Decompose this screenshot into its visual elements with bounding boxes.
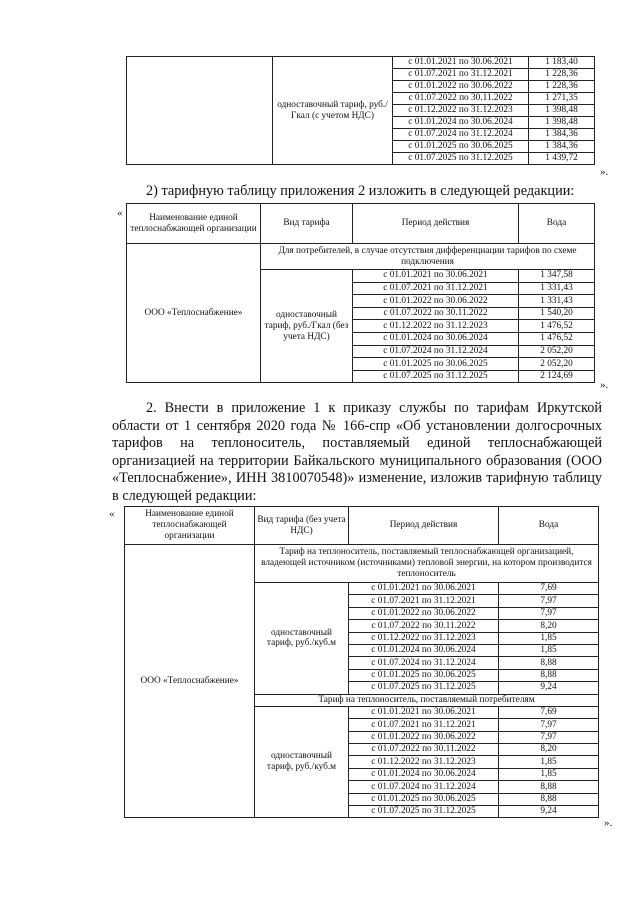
t3-kind-cell-1: одноставочный тариф, руб./куб.м (255, 583, 349, 695)
t3-value: 7,97 (499, 595, 599, 607)
paragraph-amendment: 2. Внести в приложение 1 к приказу службы по тарифам Иркутской области от 1 сентября 2020 года № 166-спр «Об установлении долгосрочных тарифов на теплоноситель, поставляемый единой теплоснабжающей организацией на территории Байкальского муниципального образования (ООО «Теплоснабжение», ИНН 3810070548)» изменение, изложив тарифную таблицу в следующей редакции: (112, 400, 602, 504)
t3-period: с 01.01.2022 по 30.06.2022 (349, 607, 499, 619)
t2-header-water: Вода (519, 204, 595, 244)
t3-value: 8,88 (499, 669, 599, 681)
t3-value: 8,88 (499, 657, 599, 669)
t2-value: 2 052,20 (519, 345, 595, 358)
t1-value: 1 228,36 (529, 81, 595, 93)
t3-value: 7,97 (499, 607, 599, 619)
tariff-table-1 (126, 56, 595, 165)
t3-period: с 01.07.2024 по 31.12.2024 (349, 657, 499, 669)
t3-value: 8,20 (499, 620, 599, 632)
t3-period: с 01.07.2021 по 31.12.2021 (349, 719, 499, 731)
t3-value: 9,24 (499, 806, 599, 818)
t2-subheader: Для потребителей, в случае отсутствия дифференциации тарифов по схеме подключения (261, 244, 595, 270)
t3-period: с 01.01.2025 по 30.06.2025 (349, 669, 499, 681)
t3-period: с 01.01.2024 по 30.06.2024 (349, 768, 499, 780)
tariff-table-3 (124, 506, 599, 818)
t1-period: с 01.07.2021 по 31.12.2021 (393, 69, 529, 81)
t3-period: с 01.07.2021 по 31.12.2021 (349, 595, 499, 607)
t1-period: с 01.01.2021 по 30.06.2021 (393, 57, 529, 69)
t2-value: 1 476,52 (519, 320, 595, 333)
t3-header-period: Период действия (349, 507, 499, 545)
t3-period: с 01.01.2021 по 30.06.2021 (349, 583, 499, 595)
t3-period: с 01.07.2022 по 30.11.2022 (349, 620, 499, 632)
t2-value: 2 052,20 (519, 358, 595, 371)
t2-value: 1 347,58 (519, 270, 595, 283)
t3-value: 1,85 (499, 756, 599, 768)
t2-value: 1 540,20 (519, 307, 595, 320)
t2-value: 1 331,43 (519, 282, 595, 295)
t1-period: с 01.07.2024 по 31.12.2024 (393, 129, 529, 141)
t1-value: 1 398,48 (529, 117, 595, 129)
t3-value: 1,85 (499, 768, 599, 780)
t3-header-kind: Вид тарифа (без учета НДС) (255, 507, 349, 545)
t1-value: 1 384,36 (529, 141, 595, 153)
t3-value: 8,88 (499, 793, 599, 805)
t2-header-period: Период действия (353, 204, 519, 244)
t3-header-water: Вода (499, 507, 599, 545)
t3-period: с 01.01.2024 по 30.06.2024 (349, 644, 499, 656)
t3-open-quote: « (109, 508, 115, 520)
t2-open-quote: « (117, 207, 123, 219)
t2-close-quote: ». (600, 379, 609, 391)
t2-period: с 01.01.2021 по 30.06.2021 (353, 270, 519, 283)
tariff-table-2 (126, 203, 595, 383)
t2-period: с 01.07.2024 по 31.12.2024 (353, 345, 519, 358)
t1-org-cell (127, 57, 273, 165)
t1-value: 1 398,48 (529, 105, 595, 117)
t3-period: с 01.01.2021 по 30.06.2021 (349, 706, 499, 718)
t3-value: 1,85 (499, 632, 599, 644)
t2-value: 1 331,43 (519, 295, 595, 308)
t3-period: с 01.12.2022 по 31.12.2023 (349, 756, 499, 768)
t2-period: с 01.07.2022 по 30.11.2022 (353, 307, 519, 320)
t2-period: с 01.07.2021 по 31.12.2021 (353, 282, 519, 295)
t2-period: с 01.01.2022 по 30.06.2022 (353, 295, 519, 308)
t1-period: с 01.01.2024 по 30.06.2024 (393, 117, 529, 129)
t3-org-cell: ООО «Теплоснабжение» (125, 545, 255, 818)
t3-value: 7,97 (499, 719, 599, 731)
t3-value: 7,69 (499, 706, 599, 718)
t2-period: с 01.12.2022 по 31.12.2023 (353, 320, 519, 333)
t3-period: с 01.01.2022 по 30.06.2022 (349, 731, 499, 743)
t2-period: с 01.01.2024 по 30.06.2024 (353, 332, 519, 345)
t3-period: с 01.07.2024 по 31.12.2024 (349, 781, 499, 793)
t2-period: с 01.01.2025 по 30.06.2025 (353, 358, 519, 371)
t2-header-kind: Вид тарифа (261, 204, 353, 244)
t3-value: 9,24 (499, 682, 599, 694)
t3-header-org: Наименование единой теплоснабжающей организации (125, 507, 255, 545)
t3-value: 8,20 (499, 744, 599, 756)
t3-close-quote: ». (604, 817, 613, 829)
t1-value: 1 384,36 (529, 129, 595, 141)
t1-period: с 01.07.2022 по 30.11.2022 (393, 93, 529, 105)
t3-period: с 01.07.2025 по 31.12.2025 (349, 682, 499, 694)
t2-value: 2 124,69 (519, 370, 595, 383)
t3-period: с 01.07.2025 по 31.12.2025 (349, 806, 499, 818)
t2-org-cell: ООО «Теплоснабжение» (127, 244, 261, 383)
t3-value: 7,97 (499, 731, 599, 743)
t1-period: с 01.12.2022 по 31.12.2023 (393, 105, 529, 117)
t1-value: 1 439,72 (529, 153, 595, 165)
paragraph-table2-intro: 2) тарифную таблицу приложения 2 изложить в следующей редакции: (146, 183, 575, 199)
t3-period: с 01.12.2022 по 31.12.2023 (349, 632, 499, 644)
t1-value: 1 183,40 (529, 57, 595, 69)
t1-period: с 01.01.2022 по 30.06.2022 (393, 81, 529, 93)
t3-kind-cell-2: одноставочный тариф, руб./куб.м (255, 706, 349, 818)
t3-period: с 01.07.2022 по 30.11.2022 (349, 744, 499, 756)
t2-kind-cell: одноставочный тариф, руб./Гкал (без учета НДС) (261, 270, 353, 383)
t3-period: с 01.01.2025 по 30.06.2025 (349, 793, 499, 805)
t1-close-quote: ». (600, 166, 609, 178)
t3-subheader-1: Тариф на теплоноситель, поставляемый теплоснабжающей организацией, владеющей источником (источниками) тепловой энергии, на котором производится теплоноситель (255, 545, 599, 583)
t1-period: с 01.01.2025 по 30.06.2025 (393, 141, 529, 153)
t2-period: с 01.07.2025 по 31.12.2025 (353, 370, 519, 383)
t3-value: 1,85 (499, 644, 599, 656)
t2-header-org: Наименование единой теплоснабжающей организации (127, 204, 261, 244)
t1-period: с 01.07.2025 по 31.12.2025 (393, 153, 529, 165)
t1-kind-cell: одноставочный тариф, руб./Гкал (с учетом НДС) (273, 57, 393, 165)
t3-subheader-2: Тариф на теплоноситель, поставляемый потребителям (255, 694, 599, 706)
t2-value: 1 476,52 (519, 332, 595, 345)
t3-value: 8,88 (499, 781, 599, 793)
t3-value: 7,69 (499, 583, 599, 595)
t1-value: 1 228,36 (529, 69, 595, 81)
t1-value: 1 271,35 (529, 93, 595, 105)
